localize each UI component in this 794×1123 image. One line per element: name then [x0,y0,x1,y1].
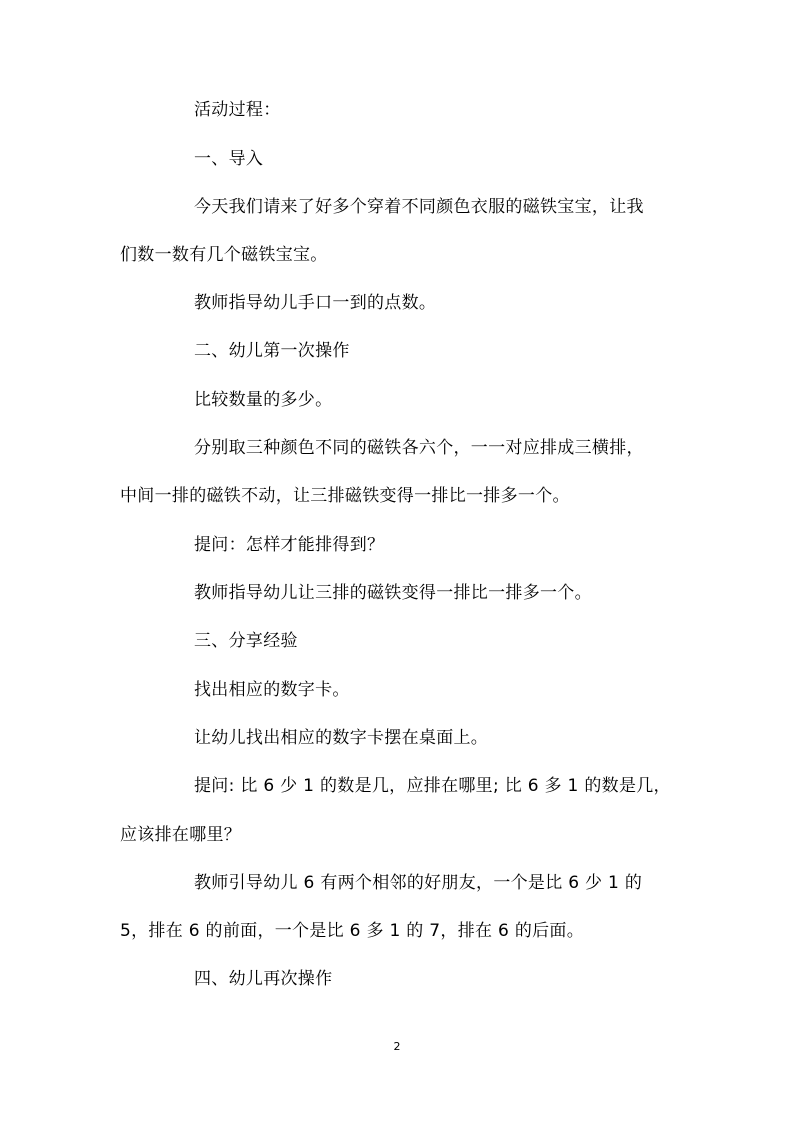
paragraph-line: 中间一排的磁铁不动，让三排磁铁变得一排比一排多一个。 [120,486,570,506]
paragraph-line: 教师指导幼儿让三排的磁铁变得一排比一排多一个。 [194,583,592,603]
paragraph-line: 分别取三种颜色不同的磁铁各六个，一一对应排成三横排， [194,438,644,458]
section-heading-first-operation: 二、幼儿第一次操作 [194,341,350,361]
paragraph-line: 5，排在 6 的前面，一个是比 6 多 1 的 7，排在 6 的后面。 [120,921,585,941]
paragraph-line: 提问: 比 6 少 1 的数是几，应排在哪里; 比 6 多 1 的数是几， [194,776,671,796]
paragraph-line: 今天我们请来了好多个穿着不同颜色衣服的磁铁宝宝，让我 [194,197,644,217]
section-heading-second-operation: 四、幼儿再次操作 [194,969,333,989]
section-heading-share-experience: 三、分享经验 [194,631,298,651]
paragraph-line: 教师指导幼儿手口一到的点数。 [194,293,437,313]
paragraph-line: 应该排在哪里？ [120,825,242,845]
paragraph-line: 让幼儿找出相应的数字卡摆在桌面上。 [194,728,489,748]
section-heading-introduction: 一、导入 [194,149,264,169]
paragraph-line: 找出相应的数字卡。 [194,680,350,700]
paragraph-line: 提问：怎样才能排得到？ [194,535,385,555]
paragraph-line: 教师引导幼儿 6 有两个相邻的好朋友，一个是比 6 少 1 的 [194,873,643,893]
paragraph-activity-process-heading: 活动过程： [194,100,281,120]
paragraph-line: 比较数量的多少。 [194,390,333,410]
page-number: 2 [393,1040,401,1053]
paragraph-line: 们数一数有几个磁铁宝宝。 [120,245,328,265]
